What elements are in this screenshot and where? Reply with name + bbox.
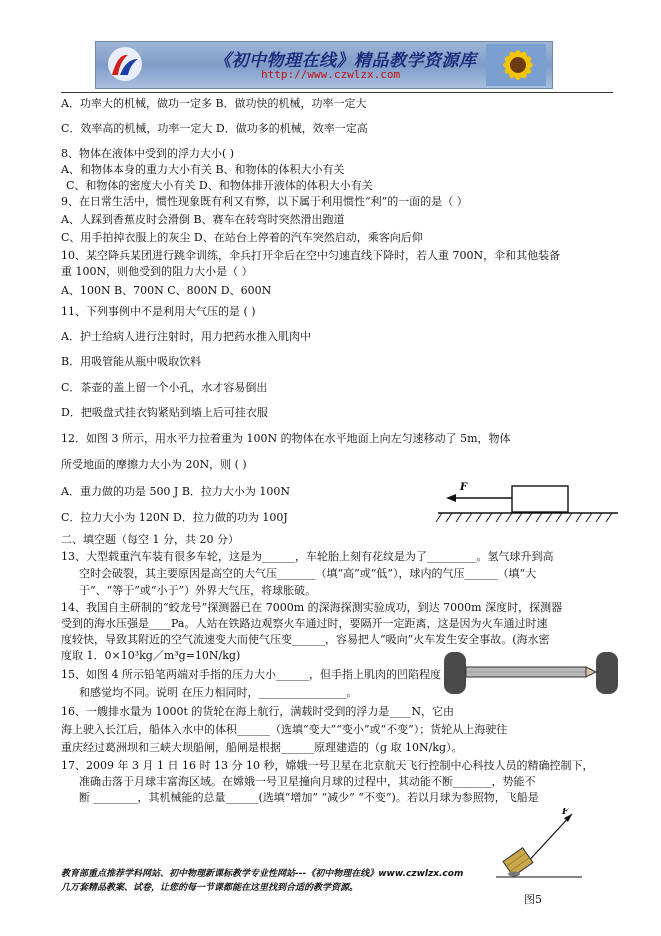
text-line: 海上驶入长江后，船体入水中的体积______（选填“变大”“变小”或“不变”）；货轮从上海驶往 <box>61 723 508 736</box>
text-line: A、100N B、700N C、800N D、600N <box>61 284 272 297</box>
text-line: A．重力做的功是 500 J B．拉力大小为 100N <box>61 485 291 498</box>
text-line: 受到的海水压强是____Pa。人站在铁路边观察火车通过时，要隔开一定距离，这是因为火车通过时速 <box>61 617 548 630</box>
figure-3-force-label: F <box>460 482 468 493</box>
text-line: 空时会破裂，其主要原因是高空的大气压_______（填“高”或“低”），球内的气压______（填“大 <box>79 567 537 580</box>
header-banner <box>95 41 553 89</box>
banner-url: http://www.czwlzx.com <box>261 68 401 81</box>
figure-5-diagram <box>494 808 584 890</box>
site-logo-icon <box>106 45 144 83</box>
figure-3-diagram <box>432 478 622 526</box>
text-line: 断 ________，其机械能的总量______(选填“增加” “减少” “不变”)。若以月球为参照物，飞船是 <box>79 791 539 804</box>
text-line: A、人踩到香蕉皮时会滑倒 B、赛车在转弯时突然滑出跑道 <box>61 213 345 226</box>
footer-line: 几万套精品教案、试卷，让您的每一节课都能在这里找到合适的教学资源。 <box>61 883 359 893</box>
text-line: B．用吸管能从瓶中吸取饮料 <box>61 355 202 368</box>
text-line: 11、下列事例中不是利用大气压的是 ( ) <box>61 305 256 318</box>
text-line: C、用手拍掉衣服上的灰尘 D、在站台上停着的汽车突然启动，乘客向后仰 <box>61 231 423 244</box>
text-line: 和感觉均不同。说明 在压力相同时，________________。 <box>79 686 358 699</box>
text-line: 二、填空题（每空 1 分，共 20 分） <box>61 533 239 546</box>
figure-4-pencil <box>442 648 620 698</box>
text-line: 16、一艘排水量为 1000t 的货轮在海上航行，满载时受到的浮力是____N，它由 <box>61 705 455 718</box>
text-line: C．效率高的机械，功率一定大 D．做功多的机械，效率一定高 <box>61 122 368 135</box>
text-line: C．拉力大小为 120N D．拉力做的功为 100J <box>61 511 288 524</box>
text-line: A．功率大的机械，做功一定多 B．做功快的机械，功率一定大 <box>61 97 367 110</box>
text-line: 9、在日常生活中，惯性现象既有利又有弊，以下属于利用惯性“利”的一面的是（ ） <box>61 195 468 208</box>
text-line: C．茶壶的盖上留一个小孔，水才容易倒出 <box>61 381 268 394</box>
banner-title: 《初中物理在线》精品教学资源库 <box>214 51 477 71</box>
text-line: 度较快，导致其附近的空气流速变大而使气压变______，容易把人“吸向”火车发生安全事故。(海水密 <box>61 633 550 646</box>
text-line: 8、物体在液体中受到的浮力大小( ) <box>61 147 235 160</box>
text-line: C、和物体的密度大小有关 D、和物体排开液体的体积大小有关 <box>66 179 373 192</box>
text-line: A．护士给病人进行注射时，用力把药水推入肌肉中 <box>61 330 311 343</box>
text-line: 14、我国自主研制的“蛟龙号”探测器已在 7000m 的深海探测实验成功，到达 7000m 深度时，探测器 <box>61 601 563 614</box>
text-line: 准确击落于月球丰富海区域。在嫦娥一号卫星撞向月球的过程中，其动能不断_______，势能不 <box>79 775 536 788</box>
text-line: 13、大型载重汽车装有很多车轮，这是为______，车轮胎上刻有花纹是为了_________。氢气球升到高 <box>61 550 554 563</box>
text-line: 重 100N，则他受到的阻力大小是（ ） <box>61 265 253 278</box>
text-line: 重庆经过葛洲坝和三峡大坝船闸，船闸是根据______原理建造的（g 取 10N/kg）。 <box>61 741 463 754</box>
text-line: 所受地面的摩擦力大小为 20N，则 ( ) <box>61 458 247 471</box>
text-line: 12．如图 3 所示，用水平力拉着重为 100N 的物体在水平地面上向左匀速移动了 5m，物体 <box>61 432 511 445</box>
text-line: 于”、“等于”或“小于”）外界大气压，将球胀破。 <box>79 584 317 597</box>
text-line: 度取 1．0×10³kg／m³g=10N/kg) <box>61 649 241 662</box>
figure-5-force-label: F <box>562 808 569 817</box>
text-line: 10、某空降兵某团进行跳伞训练，伞兵打开伞后在空中匀速直线下降时，若人重 700N，伞和其他装备 <box>61 249 561 262</box>
sunflower-icon <box>486 44 546 86</box>
footer-line: 教育部重点推荐学科网站、初中物理新课标教学专业性网站---《初中物理在线》www.czwlzx.com <box>61 869 464 879</box>
text-line: A、和物体本身的重力大小有关 B、和物体的体积大小有关 <box>61 163 345 176</box>
header-rule <box>61 92 613 93</box>
text-line: D．把吸盘式挂衣钩紧贴到墙上后可挂衣服 <box>61 406 268 419</box>
text-line: 17、2009 年 3 月 1 日 16 时 13 分 10 秒，嫦娥一号卫星在北京航天飞行控制中心科技人员的精确控制下， <box>61 759 594 772</box>
figure-5-caption: 图5 <box>524 893 542 906</box>
text-line: 15、如图 4 所示铅笔两端对手指的压力大小______，但手指上肌肉的凹陷程度 <box>61 668 441 681</box>
